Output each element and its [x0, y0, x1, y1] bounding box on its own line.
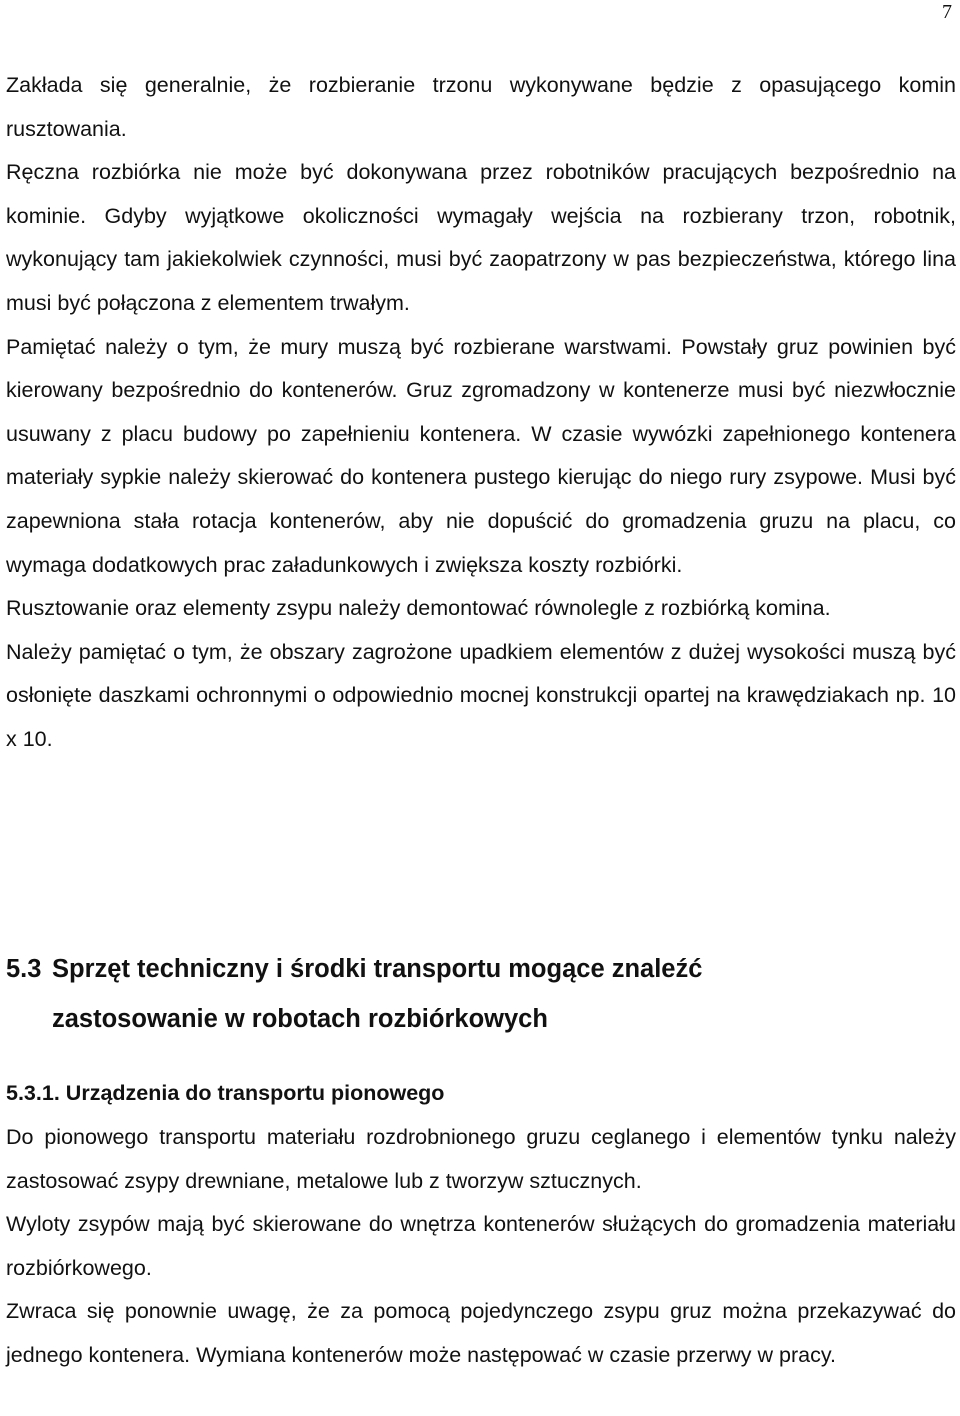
paragraph: Należy pamiętać o tym, że obszary zagrożone upadkiem elementów z dużej wysokości muszą być osłonięte daszkami ochronnymi o odpowiednio mocnej konstrukcji opartej na krawędziakach np. 10 x 10.	[6, 639, 956, 751]
paragraph: Ręczna rozbiórka nie może być dokonywana przez robotników pracujących bezpośrednio na kominie. Gdyby wyjątkowe okoliczności wymagały wejścia na rozbierany trzon, robotnik, wykonujący tam jakiekolwiek czynności, musi być zaopatrzony w pas bezpieczeństwa, którego lina musi być połączona z elementem trwałym.	[6, 160, 956, 315]
section-number: 5.3	[6, 955, 42, 983]
paragraph: Do pionowego transportu materiału rozdrobnionego gruzu ceglanego i elementów tynku należy zastosować zsypy drewniane, metalowe lub z tworzyw sztucznych.	[6, 1125, 956, 1193]
body-text-block-2	[6, 1116, 956, 1378]
section-title: Sprzęt techniczny i środki transportu mogące znaleźć zastosowanie w robotach rozbiórkowych	[52, 955, 703, 1033]
section-heading	[6, 944, 956, 1044]
subsection-number: 5.3.1.	[6, 1081, 60, 1105]
paragraph: Wyloty zsypów mają być skierowane do wnętrza kontenerów służących do gromadzenia materiału rozbiórkowego.	[6, 1212, 956, 1280]
subsection-heading	[6, 1077, 444, 1109]
paragraph: Pamiętać należy o tym, że mury muszą być rozbierane warstwami. Powstały gruz powinien być kierowany bezpośrednio do kontenerów. Gruz zgromadzony w kontenerze musi być niezwłocznie usuwany z placu budowy po zapełnieniu kontenera. W czasie wywózki zapełnionego kontenera materiały sypkie należy skierować do kontenera pustego kierując do niego rury zsypowe. Musi być zapewniona stała rotacja kontenerów, aby nie dopuścić do gromadzenia gruzu na placu, co wymaga dodatkowych prac załadunkowych i zwiększa koszty rozbiórki.	[6, 334, 956, 577]
body-text-block-1	[6, 64, 956, 762]
page-number: 7	[942, 1, 952, 23]
paragraph: Zwraca się ponownie uwagę, że za pomocą pojedynczego zsypu gruz można przekazywać do jednego kontenera. Wymiana kontenerów może następować w czasie przerwy w pracy.	[6, 1299, 956, 1367]
paragraph: Zakłada się generalnie, że rozbieranie trzonu wykonywane będzie z opasującego komin rusztowania.	[6, 73, 956, 141]
subsection-title: Urządzenia do transportu pionowego	[65, 1081, 445, 1105]
paragraph: Rusztowanie oraz elementy zsypu należy demontować równolegle z rozbiórką komina.	[6, 596, 831, 621]
